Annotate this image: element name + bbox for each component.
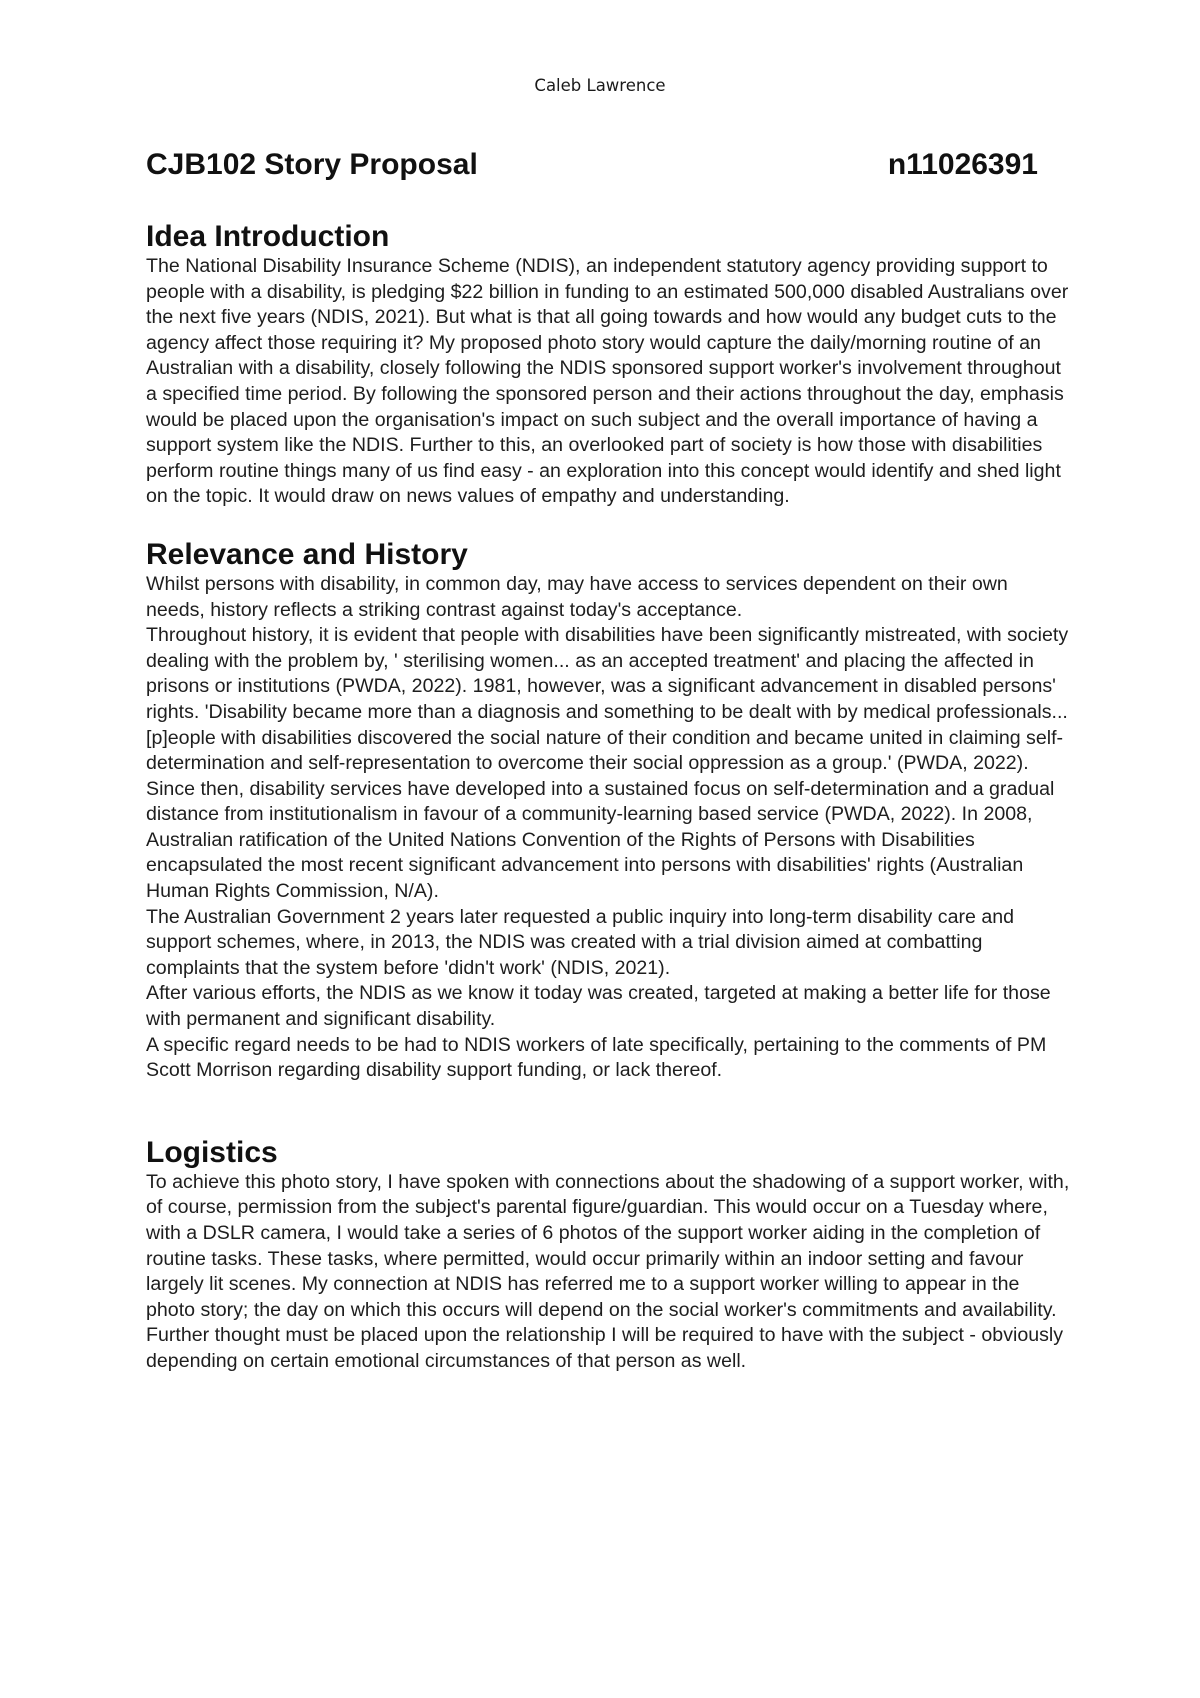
section-paragraph: The Australian Government 2 years later requested a public inquiry into long-term disability care and support schemes, where, in 2013, the NDIS was created with a trial division aimed at combatting complaints that the system before 'didn't work' (NDIS, 2021). <box>146 905 1015 979</box>
section-paragraph: Whilst persons with disability, in common day, may have access to services dependent on their own needs, history reflects a striking contrast against today's acceptance. <box>146 572 1008 621</box>
document-title: CJB102 Story Proposal <box>146 148 478 181</box>
section-relevance-and-history <box>146 538 1070 1084</box>
section-heading: Relevance and History <box>146 537 468 571</box>
section-paragraph: Throughout history, it is evident that people with disabilities have been significantly mistreated, with society dealing with the problem by, ' sterilising women... as an accepted treatment' and placing the affected in prisons or institutions (PWDA, 2022). 1981, however, was a significant advancement in disabled persons' rights. 'Disability became more than a diagnosis and something to be dealt with by medical professionals... [p]eople with disabilities discovered the social nature of their condition and became united in claiming self-determination and self-representation to overcome their social oppression as a group.' (PWDA, 2022). Since then, disability services have developed into a sustained focus on self-determination and a gradual distance from institutionalism in favour of a community-learning based service (PWDA, 2022). In 2008, Australian ratification of the United Nations Convention of the Rights of Persons with Disabilities encapsulated the most recent significant advancement into persons with disabilities' rights (Australian Human Rights Commission, N/A). <box>146 624 1069 903</box>
section-paragraph: The National Disability Insurance Scheme (NDIS), an independent statutory agency providing support to people with a disability, is pledging $22 billion in funding to an estimated 500,000 disabled Australians over the next five years (NDIS, 2021). But what is that all going towards and how would any budget cuts to the agency affect those requiring it? My proposed photo story would capture the daily/morning routine of an Australian with a disability, closely following the NDIS sponsored support worker's involvement throughout a specified time period. By following the sponsored person and their actions throughout the day, emphasis would be placed upon the organisation's impact on such subject and the overall importance of having a support system like the NDIS. Further to this, an overlooked part of society is how those with disabilities perform routine things many of us find easy - an exploration into this concept would identify and shed light on the topic. It would draw on news values of empathy and understanding. <box>146 255 1069 508</box>
section-heading: Idea Introduction <box>146 220 390 253</box>
title-row <box>146 148 1038 182</box>
student-id: n11026391 <box>887 148 1038 181</box>
section-paragraph: After various efforts, the NDIS as we know it today was created, targeted at making a better life for those with permanent and significant disability. <box>146 982 1051 1031</box>
page-header-author: Caleb Lawrence <box>534 76 666 95</box>
section-logistics <box>146 1136 1070 1375</box>
section-paragraph: To achieve this photo story, I have spoken with connections about the shadowing of a support worker, with, of course, permission from the subject's parental figure/guardian. This would occur on a Tuesday where, with a DSLR camera, I would take a series of 6 photos of the support worker aiding in the completion of routine tasks. These tasks, where permitted, would occur primarily within an indoor setting and favour largely lit scenes. My connection at NDIS has referred me to a support worker willing to appear in the photo story; the day on which this occurs will depend on the social worker's commitments and availability. Further thought must be placed upon the relationship I will be required to have with the subject - obviously depending on certain emotional circumstances of that person as well. <box>146 1170 1070 1372</box>
section-idea-introduction <box>146 220 1070 510</box>
section-paragraph: A specific regard needs to be had to NDIS workers of late specifically, pertaining to the comments of PM Scott Morrison regarding disability support funding, or lack thereof. <box>146 1033 1047 1082</box>
document-body <box>146 148 1070 1375</box>
section-heading: Logistics <box>146 1135 278 1169</box>
